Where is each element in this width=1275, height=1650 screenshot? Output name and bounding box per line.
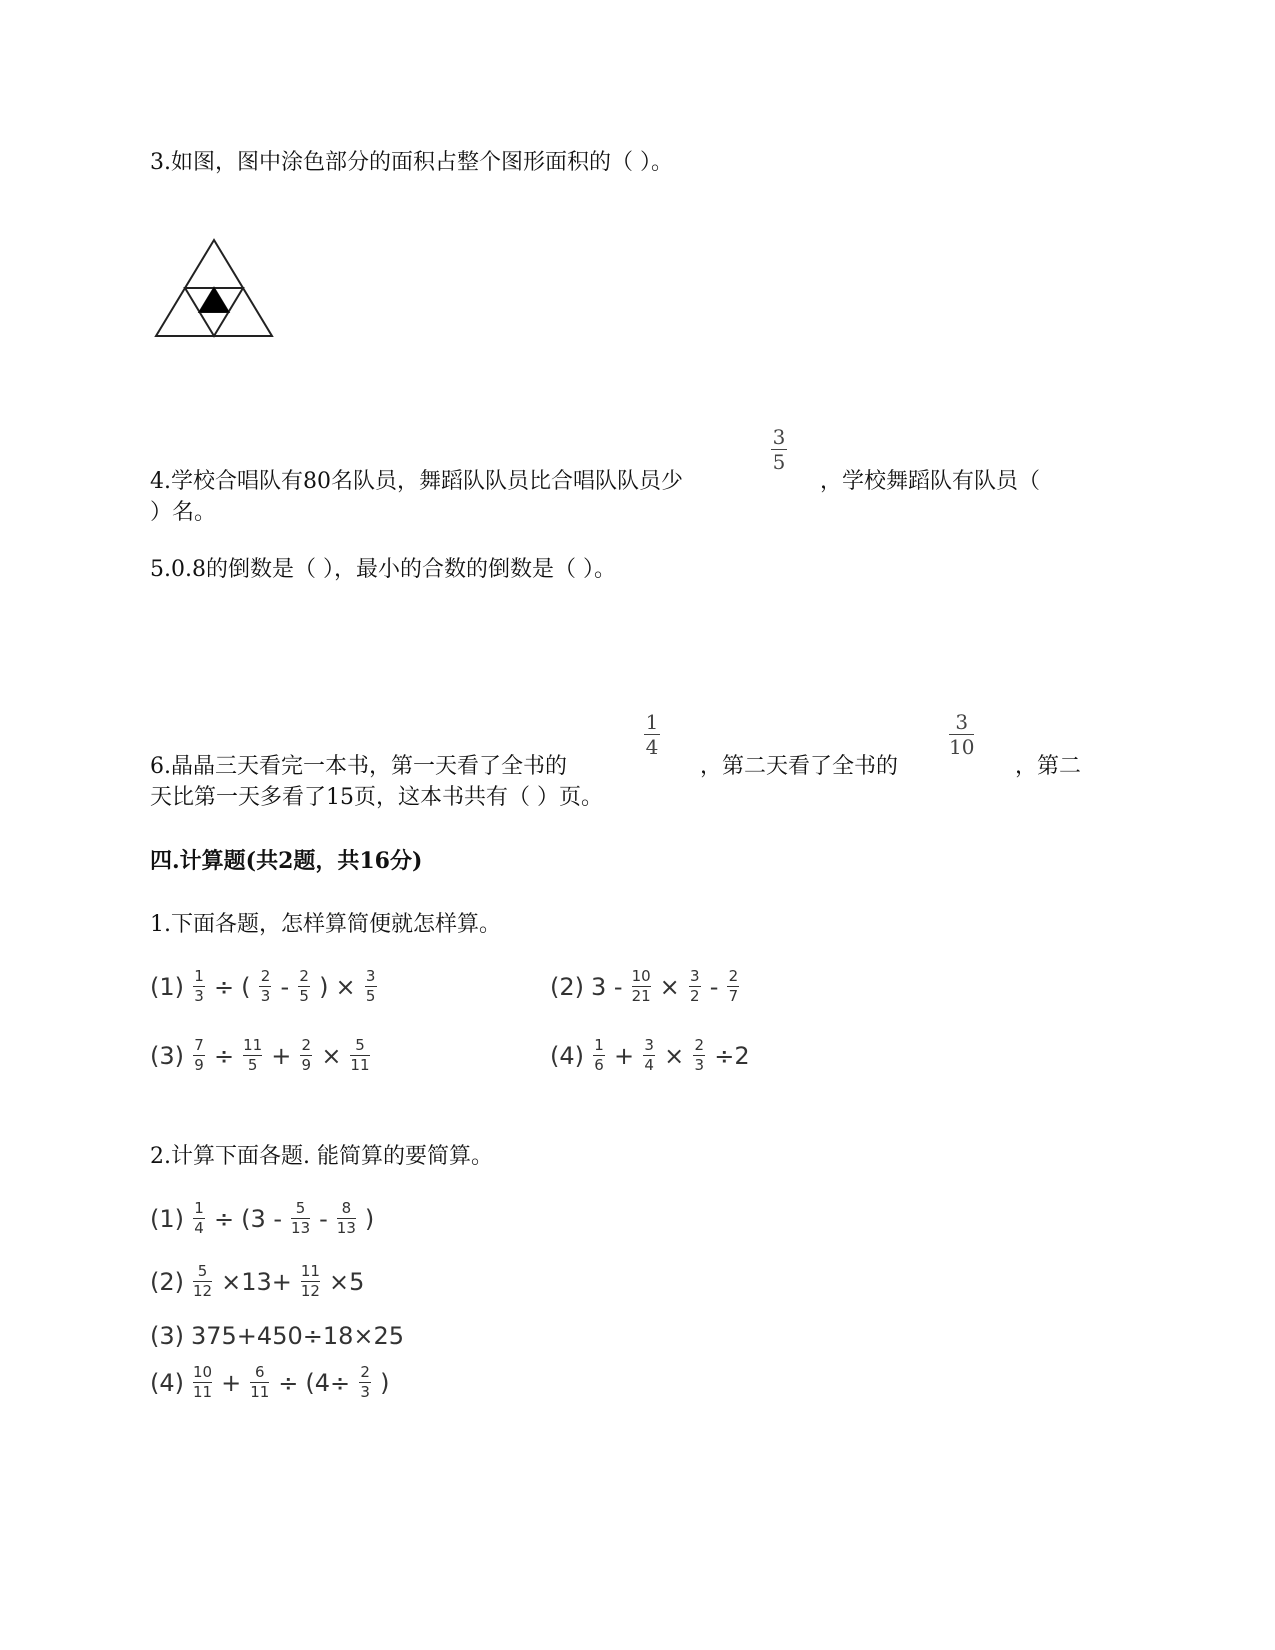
fraction: 5 13 xyxy=(291,1199,311,1237)
fraction: 3 5 xyxy=(365,967,376,1005)
paren: ( xyxy=(241,972,251,1001)
question-4-text-c: ）名。 xyxy=(150,500,217,525)
fraction: 8 13 xyxy=(336,1199,356,1237)
lead-term: 3 - xyxy=(591,972,623,1001)
fraction: 1 6 xyxy=(594,1036,604,1074)
tail-term: ×5 xyxy=(328,1267,365,1296)
fraction: 2 3 xyxy=(694,1036,704,1074)
operator: + xyxy=(271,1041,292,1070)
operator: + xyxy=(614,1041,635,1070)
calc-2-expr-1 xyxy=(150,1200,374,1237)
fraction: 11 5 xyxy=(243,1036,263,1074)
calc-2-expr-4 xyxy=(150,1364,390,1401)
tail-term: ÷2 xyxy=(714,1041,750,1070)
q6-fraction-2 xyxy=(949,711,974,758)
expr-label: (2) xyxy=(550,972,584,1001)
fraction: 3 2 xyxy=(689,967,700,1005)
q6-frac1-den: 4 xyxy=(645,735,659,759)
fraction: 7 9 xyxy=(194,1036,204,1074)
paren: ) xyxy=(380,1368,390,1397)
calc-1-prompt: 1.下面各题，怎样算简便就怎样算。 xyxy=(150,912,501,937)
operator: ÷ xyxy=(214,1041,235,1070)
q6-fraction-1 xyxy=(644,711,660,758)
fraction: 1 3 xyxy=(194,967,204,1005)
expr-label: (4) xyxy=(550,1041,584,1070)
operator: ÷ xyxy=(214,972,235,1001)
calc-2-expr-3 xyxy=(150,1322,404,1350)
triangle-figure xyxy=(152,236,276,340)
mid-term: (3 - xyxy=(241,1204,283,1233)
q4-frac-num: 3 xyxy=(772,425,786,449)
section-4-title: 四.计算题(共2题，共16分) xyxy=(150,848,423,874)
expr-label: (4) xyxy=(150,1368,184,1397)
calc-1-expr-4 xyxy=(550,1037,750,1074)
mid-term: (4÷ xyxy=(305,1368,351,1397)
fraction: 2 9 xyxy=(301,1036,312,1074)
question-6-text-a: 6.晶晶三天看完一本书，第一天看了全书的 xyxy=(150,754,567,779)
expr-text: 375+450÷18×25 xyxy=(191,1322,405,1350)
operator: ÷ xyxy=(214,1204,235,1233)
question-5-text: 5.0.8的倒数是（ ），最小的合数的倒数是（ ）。 xyxy=(150,557,616,582)
fraction: 2 3 xyxy=(260,967,271,1005)
question-6-text-c: ，第二 xyxy=(1015,754,1082,779)
fraction: 6 11 xyxy=(250,1363,270,1401)
operator: ÷ xyxy=(278,1368,299,1397)
q6-frac2-den: 10 xyxy=(949,735,975,759)
operator: × xyxy=(321,1041,342,1070)
mid-term: ×13+ xyxy=(221,1267,292,1296)
operator: - xyxy=(709,972,719,1001)
fraction: 2 7 xyxy=(728,967,739,1005)
expr-label: (3) xyxy=(150,1322,184,1350)
fraction: 11 12 xyxy=(300,1262,320,1300)
fraction: 2 3 xyxy=(360,1363,370,1401)
q4-frac-den: 5 xyxy=(772,450,786,474)
q4-fraction xyxy=(771,426,787,473)
expr-label: (3) xyxy=(150,1041,184,1070)
q6-frac1-num: 1 xyxy=(645,710,659,734)
operator: × xyxy=(659,972,680,1001)
operator: + xyxy=(221,1368,242,1397)
question-6-text-d: 天比第一天多看了15页，这本书共有（ ）页。 xyxy=(150,785,603,810)
expr-label: (2) xyxy=(150,1267,184,1296)
operator: × xyxy=(335,972,356,1001)
paren: ) xyxy=(319,972,329,1001)
operator: - xyxy=(280,972,290,1001)
question-4-text-a: 4.学校合唱队有80名队员，舞蹈队队员比合唱队队员少 xyxy=(150,469,683,494)
question-4-text-b: ，学校舞蹈队有队员（ xyxy=(820,469,1041,494)
fraction: 2 5 xyxy=(299,967,309,1005)
paren: ) xyxy=(364,1204,375,1233)
question-3-text: 3.如图，图中涂色部分的面积占整个图形面积的（ ）。 xyxy=(150,150,673,175)
calc-2-expr-2 xyxy=(150,1263,364,1300)
calc-1-expr-1 xyxy=(150,968,379,1005)
q6-frac2-num: 3 xyxy=(955,710,969,734)
question-6-text-b: ，第二天看了全书的 xyxy=(700,754,899,779)
operator: - xyxy=(319,1204,328,1233)
calc-1-expr-3 xyxy=(150,1037,372,1074)
calc-1-expr-2 xyxy=(550,968,741,1005)
fraction: 10 11 xyxy=(193,1363,213,1401)
expr-label: (1) xyxy=(150,972,184,1001)
fraction: 5 12 xyxy=(193,1262,213,1300)
fraction: 10 21 xyxy=(631,967,651,1005)
fraction: 5 11 xyxy=(350,1036,370,1074)
calc-2-prompt: 2.计算下面各题. 能简算的要简算。 xyxy=(150,1144,493,1169)
expr-label: (1) xyxy=(150,1204,184,1233)
fraction: 1 4 xyxy=(194,1199,204,1237)
operator: × xyxy=(664,1041,685,1070)
fraction: 3 4 xyxy=(644,1036,654,1074)
